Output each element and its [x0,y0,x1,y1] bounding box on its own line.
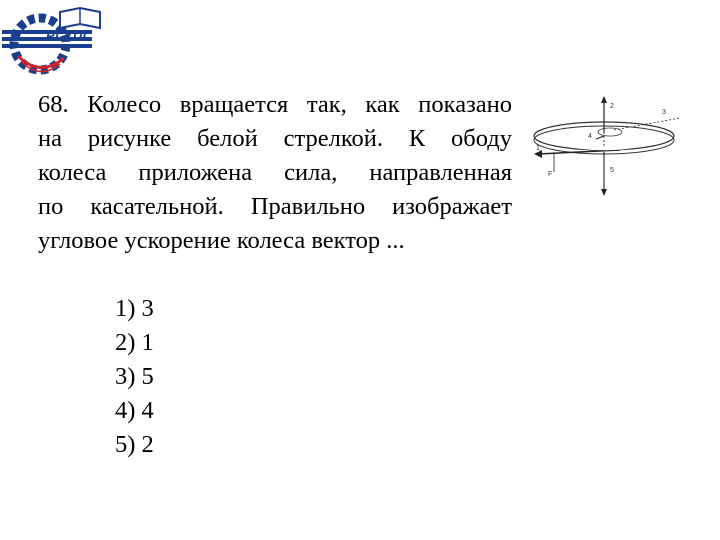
vector-label-4: 4 [588,133,592,140]
question-line: колеса приложена сила, направленная [38,159,512,186]
vector-label-5: 5 [610,167,614,174]
force-label: F [548,171,553,178]
question-line: угловое ускорение колеса вектор ... [38,227,405,254]
vector-label-3: 3 [662,109,666,116]
answer-option: 2) 1 [115,329,154,356]
vector-5-arrowhead [601,189,607,196]
vector-2-arrowhead [601,96,607,103]
question-text [38,88,512,258]
question-line: 68. Колесо вращается так, как показано [38,91,512,118]
answer-options [115,292,154,462]
answer-option: 1) 3 [115,295,154,322]
university-logo [0,0,118,84]
vector-3 [614,118,680,130]
answer-option: 3) 5 [115,363,154,390]
logo-text: РГУПС [46,28,93,43]
vector-label-1: 1 [536,145,540,152]
answer-option: 5) 2 [115,431,154,458]
wheel-diagram [530,92,710,202]
vector-label-2: 2 [610,103,614,110]
vector-4 [596,136,604,139]
answer-option: 4) 4 [115,397,154,424]
question-line: по касательной. Правильно изображает [38,193,512,220]
question-line: на рисунке белой стрелкой. К ободу [38,125,512,152]
